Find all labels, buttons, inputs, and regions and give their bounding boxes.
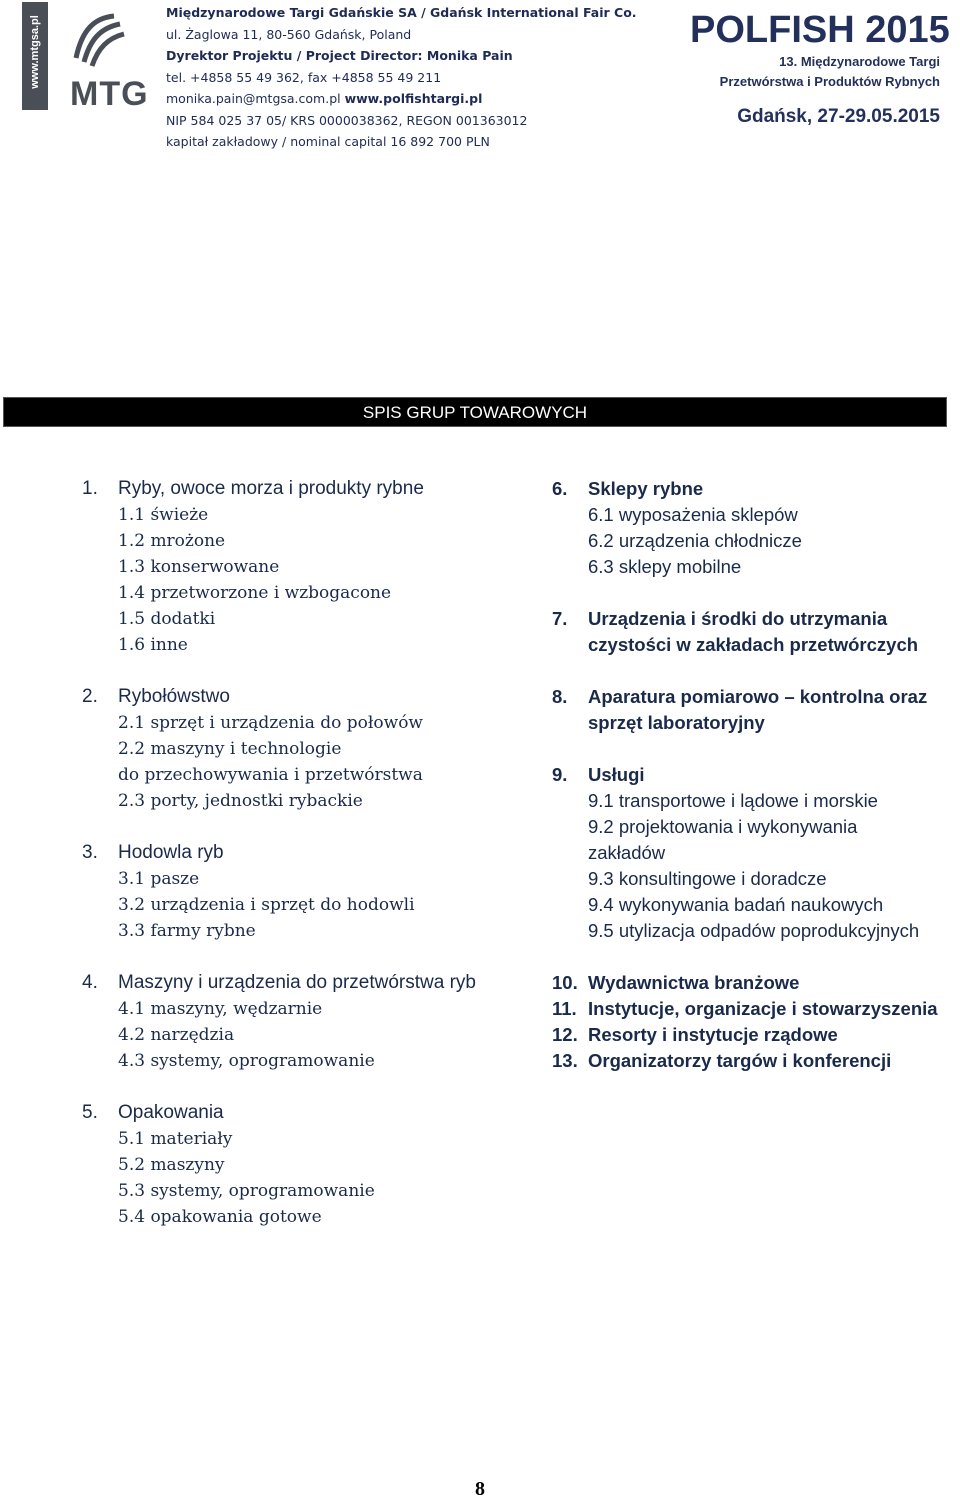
group-item: 3.3 farmy rybne bbox=[118, 921, 256, 941]
group-number: 2. bbox=[82, 686, 98, 707]
phone-fax: tel. +4858 55 49 362, fax +4858 55 49 211 bbox=[166, 69, 442, 85]
group-item: 2.2 maszyny i technologie bbox=[118, 739, 342, 759]
group-number: 8. bbox=[552, 686, 568, 707]
group-title: Instytucje, organizacje i stowarzyszenia bbox=[588, 998, 938, 1019]
group-item: 9.3 konsultingowe i doradcze bbox=[588, 868, 827, 889]
group-item: 4.2 narzędzia bbox=[118, 1025, 235, 1045]
group-item: 9.2 projektowania i wykonywania bbox=[588, 816, 858, 837]
group-1 bbox=[82, 476, 522, 658]
logo-band-text: www.mtgsa.pl bbox=[29, 15, 41, 89]
group-heading bbox=[82, 840, 522, 866]
group-number: 7. bbox=[552, 608, 568, 629]
page-number: 8 bbox=[475, 1478, 485, 1500]
group-11 bbox=[552, 996, 952, 1022]
mtg-wave-icon bbox=[68, 10, 128, 70]
group-heading bbox=[552, 970, 952, 996]
group-item: 1.5 dodatki bbox=[118, 609, 216, 629]
fair-title: POLFISH 2015 bbox=[690, 9, 950, 51]
logo-band bbox=[22, 2, 48, 110]
group-item: 5.3 systemy, oprogramowanie bbox=[118, 1181, 375, 1201]
group-4 bbox=[82, 970, 522, 1074]
group-title: Resorty i instytucje rządowe bbox=[588, 1024, 838, 1045]
group-item: 1.1 świeże bbox=[118, 505, 209, 525]
group-item: 1.3 konserwowane bbox=[118, 557, 280, 577]
capital: kapitał zakładowy / nominal capital 16 892 700 PLN bbox=[166, 134, 490, 149]
group-item: 1.2 mrożone bbox=[118, 531, 226, 551]
group-number: 10. bbox=[552, 972, 578, 993]
group-heading bbox=[552, 762, 952, 788]
group-item: 6.2 urządzenia chłodnicze bbox=[588, 530, 802, 551]
group-item: 5.2 maszyny bbox=[118, 1155, 225, 1175]
group-title: Opakowania bbox=[118, 1102, 224, 1123]
group-number: 1. bbox=[82, 478, 98, 499]
project-director: Dyrektor Projektu / Project Director: Monika Pain bbox=[166, 48, 513, 63]
group-heading bbox=[82, 1100, 522, 1126]
group-title: Urządzenia i środki do utrzymania bbox=[588, 608, 888, 629]
group-13 bbox=[552, 1048, 952, 1074]
group-item: 6.1 wyposażenia sklepów bbox=[588, 504, 798, 525]
group-title: Sklepy rybne bbox=[588, 478, 704, 499]
fair-place-date: Gdańsk, 27-29.05.2015 bbox=[737, 106, 940, 127]
group-item: 1.6 inne bbox=[118, 635, 188, 655]
group-12 bbox=[552, 1022, 952, 1048]
group-heading bbox=[552, 996, 952, 1022]
tax-ids: NIP 584 025 37 05/ KRS 0000038362, REGON 001363012 bbox=[166, 112, 528, 128]
mtg-logo bbox=[22, 2, 149, 114]
group-number: 3. bbox=[82, 842, 98, 863]
group-number: 12. bbox=[552, 1024, 578, 1045]
group-heading bbox=[552, 476, 952, 502]
logo-letters: MTG bbox=[70, 75, 149, 113]
left-column bbox=[82, 476, 522, 1256]
fair-header bbox=[690, 8, 950, 128]
contact-block bbox=[166, 2, 637, 153]
group-item: 3.1 pasze bbox=[118, 869, 200, 889]
group-item: 9.4 wykonywania badań naukowych bbox=[588, 894, 884, 915]
group-2 bbox=[82, 684, 522, 814]
group-item: 1.4 przetworzone i wzbogacone bbox=[118, 583, 392, 603]
group-item: 4.3 systemy, oprogramowanie bbox=[118, 1051, 375, 1071]
group-heading bbox=[82, 684, 522, 710]
group-item: 5.4 opakowania gotowe bbox=[118, 1207, 322, 1227]
group-title: Rybołówstwo bbox=[118, 686, 230, 707]
group-7 bbox=[552, 606, 952, 658]
group-number: 4. bbox=[82, 972, 98, 993]
group-3 bbox=[82, 840, 522, 944]
group-item: 9.5 utylizacja odpadów poprodukcyjnych bbox=[588, 920, 920, 941]
group-heading bbox=[82, 970, 522, 996]
fair-subtitle-2: Przetwórstwa i Produktów Rybnych bbox=[719, 74, 940, 89]
group-10 bbox=[552, 970, 952, 996]
company-address: ul. Żaglowa 11, 80-560 Gdańsk, Poland bbox=[166, 26, 412, 42]
group-6 bbox=[552, 476, 952, 580]
group-item: 9.1 transportowe i lądowe i morskie bbox=[588, 790, 878, 811]
group-item: 5.1 materiały bbox=[118, 1129, 233, 1149]
group-number: 6. bbox=[552, 478, 568, 499]
company-name: Międzynarodowe Targi Gdańskie SA / Gdańsk International Fair Co. bbox=[166, 5, 637, 20]
fair-subtitle-1: 13. Międzynarodowe Targi bbox=[779, 54, 940, 69]
right-column bbox=[552, 476, 952, 1100]
group-item: zakładów bbox=[588, 842, 666, 863]
group-title: Aparatura pomiarowo – kontrolna oraz bbox=[588, 686, 928, 707]
group-number: 11. bbox=[552, 998, 577, 1019]
group-item: 3.2 urządzenia i sprzęt do hodowli bbox=[118, 895, 415, 915]
group-item: do przechowywania i przetwórstwa bbox=[118, 765, 423, 785]
group-title: Wydawnictwa branżowe bbox=[588, 972, 800, 993]
group-title: Organizatorzy targów i konferencji bbox=[588, 1050, 892, 1071]
group-item: 6.3 sklepy mobilne bbox=[588, 556, 742, 577]
group-number: 9. bbox=[552, 764, 568, 785]
group-number: 5. bbox=[82, 1102, 98, 1123]
group-item: 4.1 maszyny, wędzarnie bbox=[118, 999, 323, 1019]
group-9 bbox=[552, 762, 952, 944]
group-heading bbox=[552, 1022, 952, 1048]
group-title: Ryby, owoce morza i produkty rybne bbox=[118, 478, 424, 499]
group-title: Usługi bbox=[588, 764, 645, 785]
group-title: Hodowla ryb bbox=[118, 842, 224, 863]
website-link[interactable]: www.polfishtargi.pl bbox=[344, 91, 483, 106]
group-heading bbox=[552, 1048, 952, 1074]
group-title-cont: sprzęt laboratoryjny bbox=[588, 712, 765, 733]
group-title-cont: czystości w zakładach przetwórczych bbox=[588, 634, 919, 655]
group-5 bbox=[82, 1100, 522, 1230]
group-heading bbox=[82, 476, 522, 502]
section-banner: SPIS GRUP TOWAROWYCH bbox=[3, 397, 947, 427]
group-8 bbox=[552, 684, 952, 736]
group-item: 2.1 sprzęt i urządzenia do połowów bbox=[118, 713, 423, 733]
email-link[interactable]: monika.pain@mtgsa.com.pl bbox=[166, 91, 345, 106]
group-title: Maszyny i urządzenia do przetwórstwa ryb bbox=[118, 972, 476, 993]
group-heading bbox=[552, 684, 952, 710]
email-web bbox=[166, 88, 637, 110]
group-heading bbox=[552, 606, 952, 632]
group-item: 2.3 porty, jednostki rybackie bbox=[118, 791, 363, 811]
group-number: 13. bbox=[552, 1050, 578, 1071]
